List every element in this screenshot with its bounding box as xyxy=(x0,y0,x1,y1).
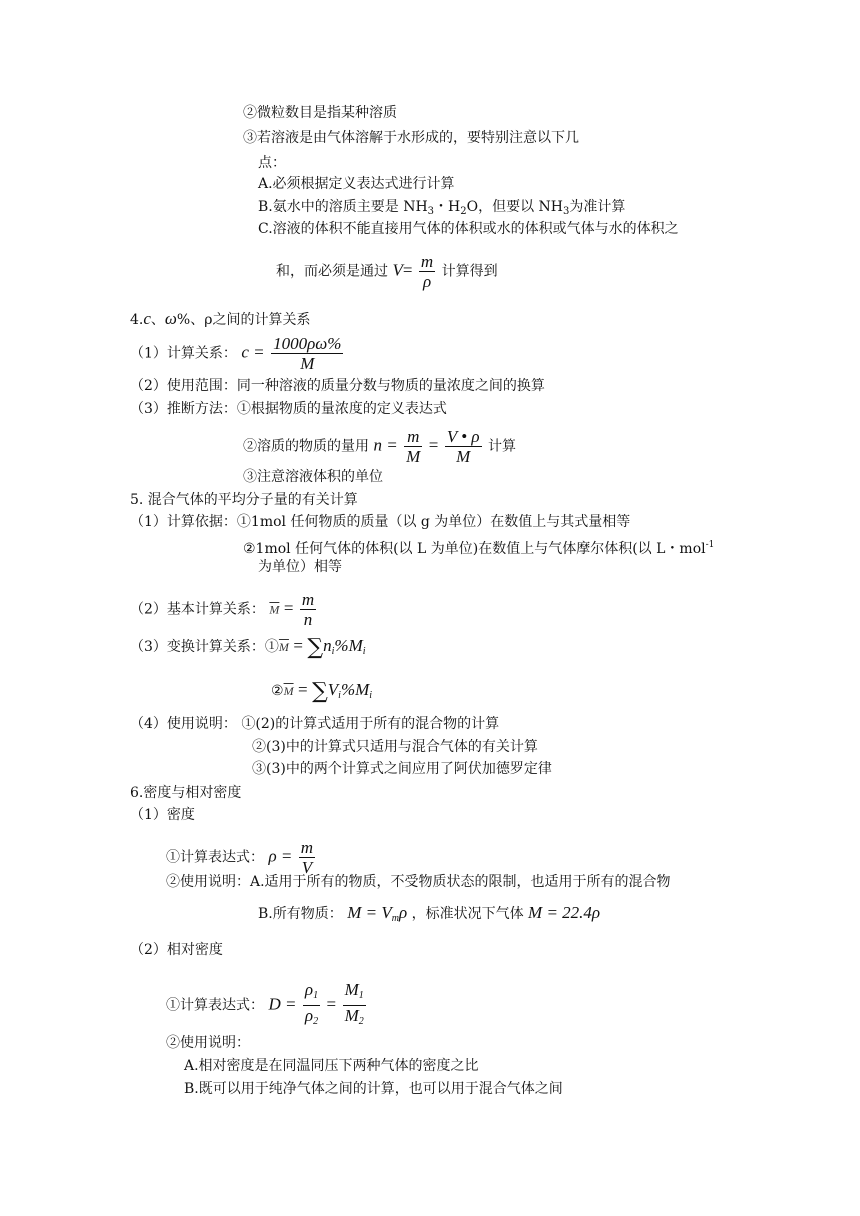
s3-item3-cont: 点： xyxy=(258,155,286,171)
s5-basic-relation: （2）基本计算关系： $\overline{M}$ = $\frac{m}{n}$ xyxy=(130,590,315,629)
s3-point-c-formula: 和，而必须是通过 V= $\frac{m}{\rho}$ 计算得到 xyxy=(276,252,498,291)
s3-item2: ②微粒数目是指某种溶质 xyxy=(243,105,397,121)
s6-relative-note-b: B.既可以用于纯净气体之间的计算，也可以用于混合气体之间 xyxy=(184,1081,563,1097)
s3-point-c: C.溶液的体积不能直接用气体的体积或水的体积或气体与水的体积之 xyxy=(258,221,679,237)
s5-basis-2: ②1mol 任何气体的体积(以 L 为单位)在数值上与气体摩尔体积(以 L・mol$^{-1}$ xyxy=(243,540,715,557)
s6-relative-density: （2）相对密度 xyxy=(130,942,223,958)
s5-transform-2: $②\overline{M} = \sum V_i\%M_i$ xyxy=(271,679,373,704)
s4-heading: 4.c、ω%、ρ之间的计算关系 xyxy=(130,309,311,328)
s3-point-a: A.必须根据定义表达式进行计算 xyxy=(258,176,455,192)
s6-relative-formula: ①计算表达式： D = $\frac{\rho_1}{\rho_2}$ = $\frac{M_1}{M_2}$ xyxy=(166,980,364,1027)
s6-heading: 6.密度与相对密度 xyxy=(130,785,242,801)
s3-point-b: B.氨水中的溶质主要是 $NH_3$・$H_2O$，但要以 $NH_3$为准计算 xyxy=(258,199,626,217)
s4-scope: （2）使用范围：同一种溶液的质量分数与物质的量浓度之间的换算 xyxy=(130,378,545,394)
s4-method: （3）推断方法：①根据物质的量浓度的定义表达式 xyxy=(130,401,447,417)
s6-density-formula: ①计算表达式： ρ = $\frac{m}{V}$ xyxy=(166,838,314,877)
s4-method-3: ③注意溶液体积的单位 xyxy=(243,469,383,485)
s5-transform-1: （3）变换计算关系：$①\overline{M} = \sum n_i\%M_i$ xyxy=(130,635,366,660)
s5-heading: 5. 混合气体的平均分子量的有关计算 xyxy=(130,492,358,508)
s3-item3: ③若溶液是由气体溶解于水形成的，要特别注意以下几 xyxy=(243,130,579,146)
s4-formula-1: （1）计算关系： c = $\frac{1000\rho\omega\%}{M}$ xyxy=(130,334,342,373)
s5-note-1: （4）使用说明： ①(2)的计算式适用于所有的混合物的计算 xyxy=(130,716,500,732)
s5-basis-1: （1）计算依据：①1mol 任何物质的质量（以 g 为单位）在数值上与其式量相等 xyxy=(130,514,631,530)
s6-density-note-b: B.所有物质： $M = V_m\rho$ ，标准状况下气体 M = 22.4ρ xyxy=(258,903,601,924)
volume-fraction: $\frac{m}{\rho}$ xyxy=(420,252,434,291)
s6-density: （1）密度 xyxy=(130,807,195,823)
s5-note-2: ②(3)中的计算式只适用与混合气体的有关计算 xyxy=(252,739,538,755)
s6-relative-note: ②使用说明： xyxy=(166,1035,250,1051)
s5-note-3: ③(3)中的两个计算式之间应用了阿伏加德罗定律 xyxy=(252,761,552,777)
s5-basis-2-cont: 为单位）相等 xyxy=(258,559,342,575)
s6-density-note-a: ②使用说明：A.适用于所有的物质，不受物质状态的限制，也适用于所有的混合物 xyxy=(166,874,671,890)
s6-relative-note-a: A.相对密度是在同温同压下两种气体的密度之比 xyxy=(184,1058,479,1074)
s4-method-2: ②溶质的物质的量用 n = $\frac{m}{M}$ = $\frac{V • \rho}{M}$ 计算 xyxy=(243,427,516,466)
